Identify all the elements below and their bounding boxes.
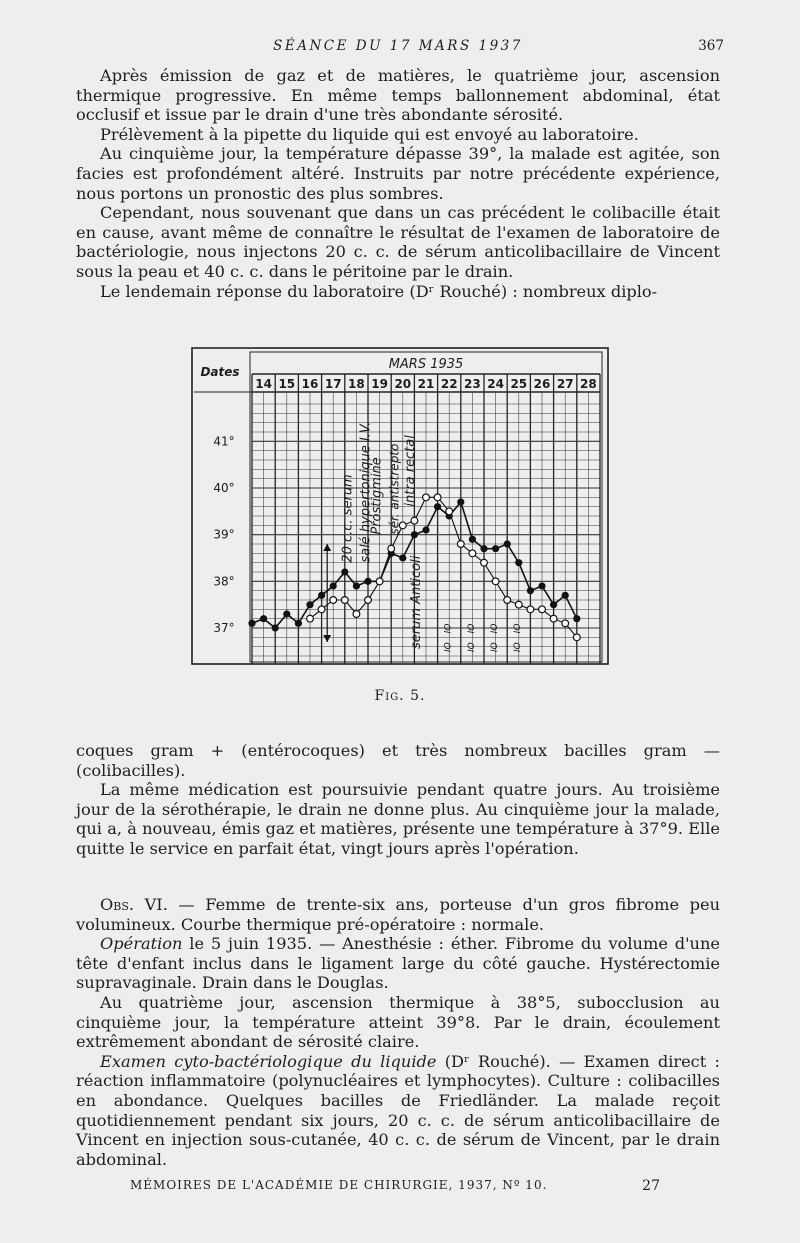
obs-label: Obs. VI.	[100, 895, 168, 914]
data-point-open	[573, 634, 580, 641]
annotation-serum-anticoli: serum Anticoli	[408, 555, 424, 649]
data-point-filled	[272, 624, 279, 631]
page-number: 367	[698, 38, 724, 54]
data-point-filled	[411, 531, 418, 538]
date-label: 22	[440, 377, 458, 391]
middle-text-block	[76, 741, 720, 859]
chart-title: MARS 1935	[388, 357, 464, 372]
sheet-number: 27	[642, 1178, 660, 1194]
paragraph: Au cinquième jour, la température dépasse 39°, la malade est agitée, son facies est profondément altéré. Instruits par notre précédente expérience, nous portons un pronostic des plus sombres.	[76, 144, 720, 203]
data-point-filled	[538, 582, 545, 589]
date-label: 21	[417, 377, 435, 391]
date-label: 20	[394, 377, 412, 391]
data-point-open	[492, 578, 499, 585]
top-text-block	[76, 66, 720, 301]
date-label: 24	[487, 377, 504, 391]
exam-label: Examen cyto-bactériologique du liquide	[100, 1051, 437, 1071]
data-point-open	[562, 620, 569, 627]
data-point-open	[307, 615, 314, 622]
data-point-open	[318, 606, 325, 613]
data-point-open	[527, 606, 534, 613]
data-point-filled	[341, 568, 348, 575]
data-point-filled	[515, 559, 522, 566]
date-label: 28	[580, 377, 597, 391]
annotation-hypertonique: salé hypertonique I.V.	[358, 421, 374, 563]
injection-mark: IO	[513, 642, 524, 652]
data-point-open	[515, 601, 522, 608]
data-point-filled	[422, 526, 429, 533]
data-point-open	[376, 578, 383, 585]
data-point-filled	[573, 615, 580, 622]
paragraph: La même médication est poursuivie pendant quatre jours. Au troisième jour de la sérothérapie, le drain ne donne plus. Au cinquième jour la malade, qui a, à nouveau, émis gaz et matières, présente une température à 37°9. Elle quitte le service en parfait état, vingt jours après l'opération.	[76, 780, 720, 858]
data-point-open	[330, 597, 337, 604]
data-point-open	[481, 559, 488, 566]
annotation-serum-sale: 20 c.c. serum	[340, 474, 356, 563]
data-point-open	[434, 494, 441, 501]
date-label: 23	[464, 377, 481, 391]
injection-mark: IO	[466, 642, 477, 652]
obs-text: — Femme de trente-six ans, porteuse d'un gros fibrome peu volumineux. Courbe thermique pré-opératoire : normale.	[76, 895, 720, 934]
figure-caption: Fig. 5.	[374, 688, 426, 704]
exam-text: (Dʳ Rouché). — Examen direct : réaction inflammatoire (polynucléaires et lymphocytes). Culture : colibacilles en abondance. Quelques bacilles de Friedländer. La malade reçoit quotidiennement pendant six jours, 20 c. c. de sérum anticolibacillaire de Vincent en injection sous-cutanée, 40 c. c. de sérum de Vincent, par le drain abdominal.	[76, 1051, 720, 1169]
data-point-open	[341, 597, 348, 604]
data-point-open	[550, 615, 557, 622]
data-point-filled	[318, 592, 325, 599]
operation-text: le 5 juin 1935. — Anesthésie : éther. Fibrome du volume d'une tête d'enfant inclus dans le ligament large du côté gauche. Hystérectomie supravaginale. Drain dans le Douglas.	[76, 934, 720, 993]
annotation-ser-antistrepto: sér. antistrepto	[387, 443, 402, 535]
data-point-filled	[248, 620, 255, 627]
data-point-filled	[330, 582, 337, 589]
data-point-filled	[306, 601, 313, 608]
injection-mark: IO	[489, 642, 500, 652]
data-point-open	[353, 611, 360, 618]
row-label: Dates	[200, 365, 240, 379]
paragraph: Le lendemain réponse du laboratoire (Dʳ Rouché) : nombreux diplo-	[100, 281, 658, 301]
data-point-open	[469, 550, 476, 557]
observation-block	[76, 895, 720, 1169]
paragraph	[76, 934, 720, 993]
temperature-chart	[190, 346, 612, 668]
data-point-filled	[457, 498, 464, 505]
paragraph: Au quatrième jour, ascension thermique à 38°5, subocclusion au cinquième jour, la température atteint 39°8. Par le drain, écoulement extrêmement abondant de sérosité claire.	[76, 992, 720, 1052]
paragraph: Prélèvement à la pipette du liquide qui est envoyé au laboratoire.	[100, 124, 639, 144]
data-point-filled	[480, 545, 487, 552]
annotation-prostigmine: Prostigmine	[369, 457, 385, 535]
date-label: 26	[533, 377, 551, 391]
injection-mark: IO	[443, 623, 454, 634]
data-point-open	[539, 606, 546, 613]
data-point-filled	[364, 578, 371, 585]
date-label: 19	[371, 377, 388, 391]
date-label: 25	[510, 377, 528, 391]
data-point-filled	[550, 601, 557, 608]
data-point-filled	[469, 536, 476, 543]
date-label: 16	[301, 377, 319, 391]
y-tick-label: 41°	[213, 434, 235, 449]
operation-label: Opération	[100, 934, 183, 954]
data-point-filled	[562, 592, 569, 599]
data-point-open	[504, 597, 511, 604]
paragraph: Cependant, nous souvenant que dans un cas précédent le colibacille était en cause, avant même de connaître le résultat de l'examen de laboratoire de bactériologie, nous injectons 20 c. c. de sérum anticolibacillaire de Vincent sous la peau et 40 c. c. dans le péritoine par le drain.	[76, 203, 720, 281]
data-point-filled	[434, 503, 441, 510]
page-footer	[130, 1178, 660, 1192]
date-label: 27	[556, 377, 574, 391]
y-tick-label: 40°	[213, 481, 235, 495]
injection-mark: IO	[443, 642, 454, 652]
paragraph	[76, 895, 720, 934]
data-point-filled	[399, 554, 406, 561]
data-point-open	[446, 508, 453, 515]
date-label: 17	[324, 377, 342, 391]
data-point-open	[411, 517, 418, 524]
arrow-head-up	[323, 544, 331, 551]
date-label: 14	[255, 377, 272, 391]
paragraph	[76, 1052, 720, 1170]
data-point-open	[388, 545, 395, 552]
header-title: SÉANCE DU 17 MARS 1937	[273, 38, 523, 54]
annotation-intra-rectal: intra rectal	[402, 435, 418, 507]
paragraph: Après émission de gaz et de matières, le quatrième jour, ascension thermique progressive. En même temps ballonnement abdominal, état occlusif et issue par le drain d'une très abondante sérosité.	[76, 66, 720, 125]
data-point-filled	[260, 615, 267, 622]
data-point-open	[423, 494, 430, 501]
date-label: 15	[278, 377, 296, 391]
paragraph: coques gram + (entérocoques) et très nombreux bacilles gram — (colibacilles).	[76, 741, 720, 780]
data-point-filled	[353, 582, 360, 589]
data-point-filled	[492, 545, 499, 552]
injection-mark: IO	[466, 623, 477, 634]
data-point-filled	[504, 540, 511, 547]
injection-mark: IO	[513, 623, 524, 634]
journal-reference: MÉMOIRES DE L'ACADÉMIE DE CHIRURGIE, 1937, Nº 10.	[130, 1178, 548, 1192]
date-label: 18	[348, 377, 365, 391]
data-point-filled	[527, 587, 534, 594]
y-tick-label: 37°	[213, 621, 235, 635]
injection-mark: IO	[489, 623, 500, 634]
data-point-filled	[295, 620, 302, 627]
arrow-head-down	[323, 635, 331, 642]
y-tick-label: 38°	[213, 574, 235, 589]
data-point-open	[457, 541, 464, 548]
data-point-open	[365, 597, 372, 604]
data-point-filled	[283, 610, 290, 617]
y-tick-label: 39°	[213, 527, 235, 542]
